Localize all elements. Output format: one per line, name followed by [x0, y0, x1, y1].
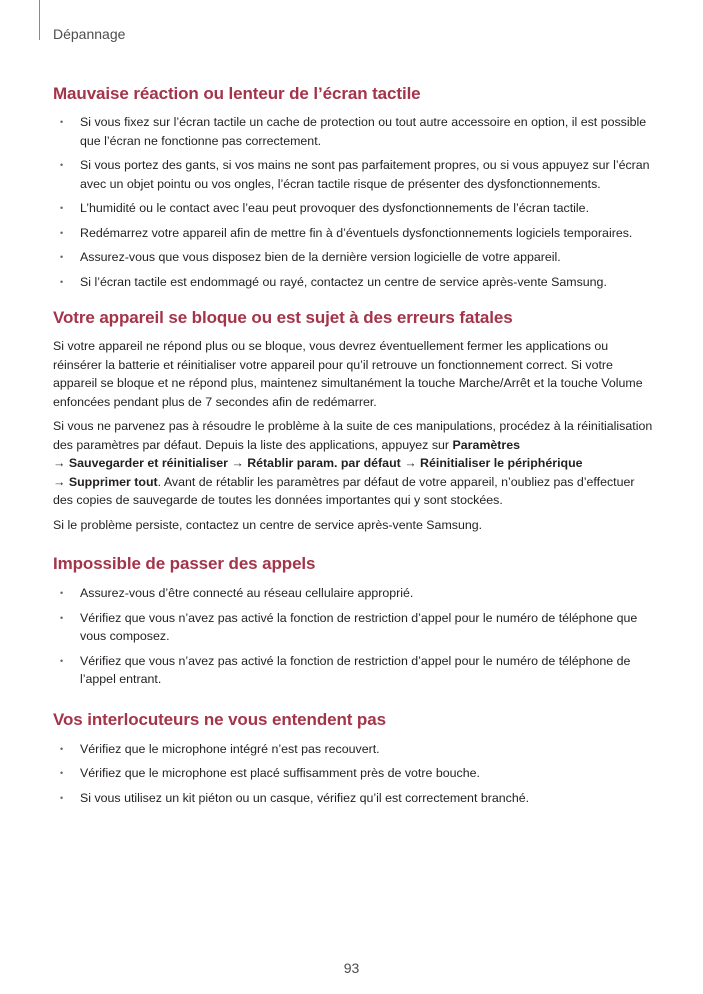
arrow: →	[53, 456, 69, 470]
paragraph-reset-instructions	[53, 417, 653, 510]
running-header: Dépannage	[53, 26, 126, 42]
menu-path-reset-device: Réinitialiser le périphérique	[420, 456, 583, 470]
list-item: • Assurez-vous que vous disposez bien de la dernière version logicielle de votre appareil.	[53, 248, 653, 267]
header-rule	[39, 0, 40, 40]
list-item: • Si l’écran tactile est endommagé ou rayé, contactez un centre de service après-vente Samsung.	[53, 273, 653, 292]
page-content	[53, 84, 653, 813]
menu-path-erase-all: Supprimer tout	[68, 474, 158, 489]
arrow: →	[227, 456, 248, 470]
list-item: • L’humidité ou le contact avec l’eau peut provoquer des dysfonctionnements de l’écran tactile.	[53, 199, 653, 218]
list-item: • Si vous portez des gants, si vos mains ne sont pas parfaitement propres, ou si vous appuyez sur l’écran avec un objet pointu ou vos ongles, l’écran tactile risque de présenter des dysfonctionnements.	[53, 156, 653, 193]
section-heading: Vos interlocuteurs ne vous entendent pas	[53, 709, 386, 729]
list-item: • Si vous utilisez un kit piéton ou un casque, vérifiez qu’il est correctement branché.	[53, 789, 653, 808]
arrow: →	[53, 474, 69, 489]
list-item: • Redémarrez votre appareil afin de mettre fin à d’éventuels dysfonctionnements logiciels temporaires.	[53, 224, 653, 243]
bullet-list	[53, 113, 653, 291]
paragraph: Si le problème persiste, contactez un centre de service après-vente Samsung.	[53, 517, 483, 532]
list-item: • Si vous fixez sur l’écran tactile un cache de protection ou tout autre accessoire en option, il est possible que l’écran ne fonctionne pas correctement.	[53, 113, 653, 150]
list-item: • Assurez-vous d’être connecté au réseau cellulaire approprié.	[53, 584, 653, 603]
menu-path-backup-reset: Sauvegarder et réinitialiser	[68, 456, 228, 470]
arrow: →	[400, 456, 421, 470]
bullet-list	[53, 584, 653, 689]
text-run: Si vous ne parvenez pas à résoudre le problème à la suite de ces manipulations, procédez à la réinitialisation des paramètres par défaut. Depuis la liste des applications, appuyez sur	[53, 419, 653, 452]
menu-path-settings: Paramètres	[452, 437, 520, 452]
bullet-list	[53, 740, 653, 808]
list-item: • Vérifiez que vous n’avez pas activé la fonction de restriction d’appel pour le numéro de téléphone de l’appel entrant.	[53, 652, 653, 689]
section-microphone	[53, 710, 653, 808]
list-item: • Vérifiez que vous n’avez pas activé la fonction de restriction d’appel pour le numéro de téléphone que vous composez.	[53, 609, 653, 646]
section-heading: Mauvaise réaction ou lenteur de l’écran tactile	[53, 84, 421, 103]
page-number: 93	[343, 960, 360, 976]
section-touchscreen	[53, 84, 653, 291]
section-heading: Impossible de passer des appels	[53, 554, 316, 573]
section-calls	[53, 554, 653, 689]
list-item: • Vérifiez que le microphone est placé suffisamment près de votre bouche.	[53, 764, 653, 783]
menu-path-factory-reset: Rétablir param. par défaut	[247, 456, 401, 470]
list-item: • Vérifiez que le microphone intégré n’est pas recouvert.	[53, 740, 653, 759]
paragraph: Si votre appareil ne répond plus ou se bloque, vous devrez éventuellement fermer les applications ou réinsérer la batterie et réinitialiser votre appareil pour qu’il retrouve un fonctionnement correct. Si votre appareil se bloque et ne répond plus, maintenez simultanément la touche Marche/Arrêt et la touche Volume enfoncées pendant plus de 7 secondes afin de redémarrer.	[53, 339, 643, 409]
text-run: . Avant de rétablir les paramètres par défaut de votre appareil, n’oubliez pas d’effectuer des copies de sauvegarde de toutes les données importantes qui y sont stockées.	[53, 474, 635, 507]
section-freeze	[53, 308, 653, 534]
section-heading: Votre appareil se bloque ou est sujet à des erreurs fatales	[53, 308, 513, 327]
